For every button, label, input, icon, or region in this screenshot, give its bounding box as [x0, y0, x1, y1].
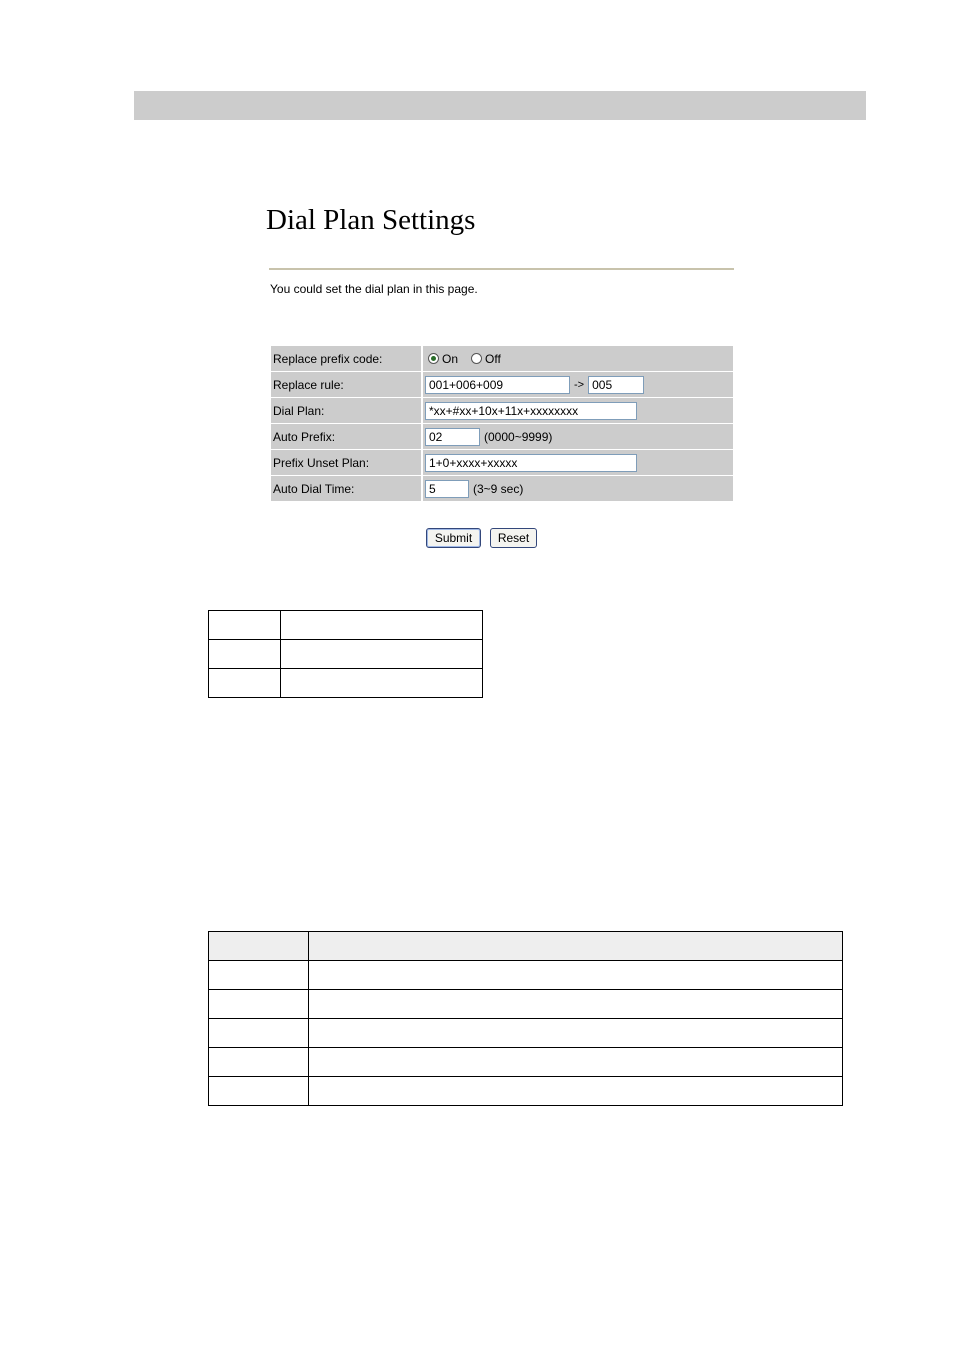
prefix-unset-plan-input[interactable] [425, 454, 637, 472]
header-bar [134, 91, 866, 120]
replace-rule-fields [423, 372, 733, 398]
table-cell [309, 1048, 843, 1077]
auto-dial-time-field [423, 476, 733, 502]
table-cell [309, 1077, 843, 1106]
table-cell [209, 611, 281, 640]
auto-prefix-field [423, 424, 733, 450]
table-row [209, 669, 483, 698]
auto-dial-time-hint: (3~9 sec) [473, 481, 524, 496]
replace-prefix-row [271, 346, 733, 372]
auto-prefix-hint: (0000~9999) [484, 429, 553, 444]
replace-rule-from-input[interactable] [425, 376, 570, 394]
replace-prefix-off-option[interactable] [471, 352, 501, 366]
table-cell [281, 611, 483, 640]
table-row [209, 640, 483, 669]
table-row [209, 1019, 843, 1048]
auto-dial-time-row [271, 476, 733, 502]
table-cell [281, 669, 483, 698]
dial-plan-form [271, 346, 733, 502]
table-cell [209, 1077, 309, 1106]
table-row [209, 961, 843, 990]
reset-button[interactable]: Reset [490, 528, 537, 548]
auto-prefix-row [271, 424, 733, 450]
table-cell [309, 1019, 843, 1048]
title-divider [269, 268, 734, 270]
prefix-unset-plan-label: Prefix Unset Plan: [271, 450, 421, 476]
dial-plan-label: Dial Plan: [271, 398, 421, 424]
description-table-small [208, 610, 483, 698]
table-cell [309, 961, 843, 990]
description-table-large [208, 931, 843, 1106]
table-cell [281, 640, 483, 669]
table-cell [209, 669, 281, 698]
table-cell [209, 1019, 309, 1048]
auto-prefix-label: Auto Prefix: [271, 424, 421, 450]
radio-on[interactable] [428, 353, 439, 364]
auto-dial-time-label: Auto Dial Time: [271, 476, 421, 502]
table-row [209, 1048, 843, 1077]
table-cell [209, 990, 309, 1019]
table-cell [209, 932, 309, 961]
table-row [209, 611, 483, 640]
table-cell [209, 640, 281, 669]
dial-plan-field [423, 398, 733, 424]
radio-off[interactable] [471, 353, 482, 364]
radio-off-label: Off [485, 351, 501, 366]
table-cell [209, 1048, 309, 1077]
replace-prefix-label: Replace prefix code: [271, 346, 421, 372]
auto-prefix-input[interactable] [425, 428, 480, 446]
dial-plan-row [271, 398, 733, 424]
page-title: Dial Plan Settings [266, 204, 476, 236]
page-description: You could set the dial plan in this page. [270, 282, 478, 296]
dial-plan-input[interactable] [425, 402, 637, 420]
prefix-unset-plan-row [271, 450, 733, 476]
replace-rule-label: Replace rule: [271, 372, 421, 398]
table-cell [309, 932, 843, 961]
auto-dial-time-input[interactable] [425, 480, 469, 498]
table-cell [309, 990, 843, 1019]
replace-rule-arrow: -> [574, 378, 585, 391]
table-header-row [209, 932, 843, 961]
table-row [209, 990, 843, 1019]
submit-button[interactable]: Submit [426, 528, 481, 548]
radio-on-label: On [442, 351, 459, 366]
table-row [209, 1077, 843, 1106]
replace-prefix-on-option[interactable] [428, 352, 458, 366]
replace-rule-row [271, 372, 733, 398]
replace-rule-to-input[interactable] [588, 376, 644, 394]
table-cell [209, 961, 309, 990]
prefix-unset-plan-field [423, 450, 733, 476]
replace-prefix-options [423, 346, 733, 372]
